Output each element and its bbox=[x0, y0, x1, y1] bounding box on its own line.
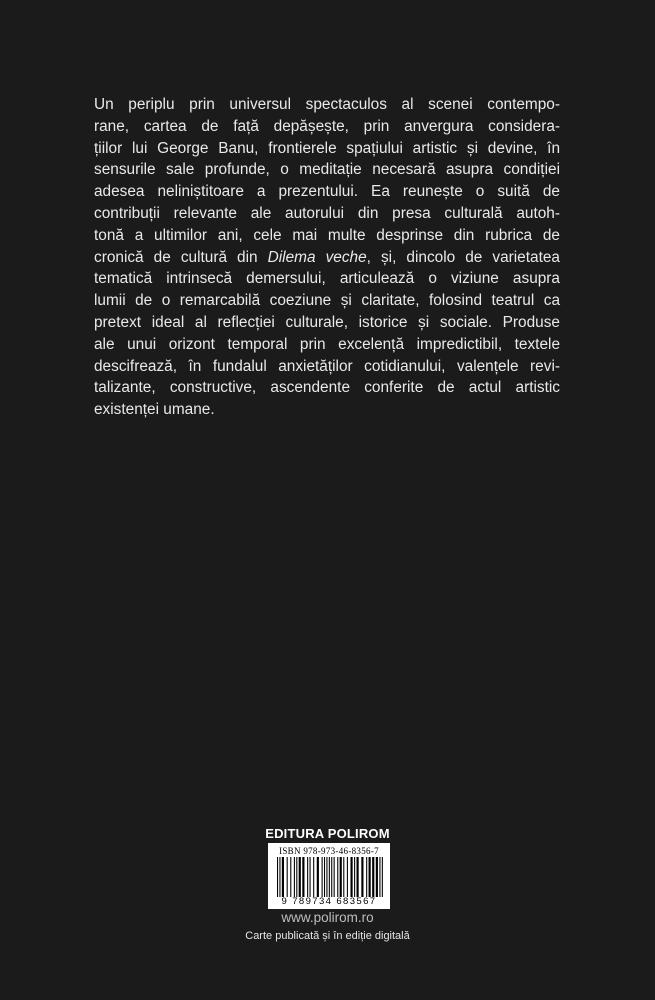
isbn-label: ISBN 978-973-46-8356-7 bbox=[279, 846, 379, 856]
barcode-bar bbox=[279, 857, 280, 897]
barcode-bar bbox=[357, 857, 359, 897]
barcode-bar bbox=[317, 857, 319, 897]
barcode-bar bbox=[372, 857, 374, 897]
barcode-digits: 9 789734 683567 bbox=[281, 896, 377, 907]
barcode-bar bbox=[324, 857, 325, 897]
barcode-bar bbox=[290, 857, 291, 897]
digital-edition-note: Carte publicată și în ediție digitală bbox=[245, 930, 410, 942]
blurb-line: rane, cartea de față depășește, prin anvergura considera- bbox=[94, 117, 560, 135]
barcode-bar bbox=[310, 857, 311, 897]
blurb-line: adesea neliniștitoare a prezentului. Ea reunește o suită de bbox=[94, 183, 560, 201]
blurb-line: contribuții relevante ale autorului din presa culturală autoh- bbox=[94, 204, 560, 222]
barcode bbox=[268, 843, 390, 909]
barcode-bar bbox=[313, 857, 314, 897]
blurb-line: tonă a ultimilor ani, cele mai multe desprinse din rubrica de bbox=[94, 226, 560, 244]
barcode-bar bbox=[350, 857, 352, 897]
website-link[interactable]: www.polirom.ro bbox=[281, 910, 374, 925]
barcode-bar bbox=[361, 857, 363, 897]
blurb-text bbox=[94, 94, 560, 421]
blurb-line: lumii de o remarcabilă coeziune și claritate, folosind teatrul ca bbox=[94, 292, 560, 310]
journal-title-italic: Dilema veche bbox=[267, 248, 367, 266]
blurb-line: existenței umane. bbox=[94, 401, 215, 419]
blurb-line: Un periplu prin universul spectaculos al scenei contempo- bbox=[94, 96, 560, 113]
barcode-bar bbox=[376, 857, 378, 897]
barcode-bar bbox=[379, 857, 380, 897]
barcode-bar bbox=[347, 857, 348, 897]
barcode-bar bbox=[307, 857, 308, 897]
blurb-line: ale unui orizont temporal prin excelență impredictibil, textele bbox=[94, 335, 560, 353]
blurb-line: descifrează, în fundalul anxietăților cotidianului, valențele revi- bbox=[94, 357, 560, 375]
barcode-bar bbox=[334, 857, 335, 897]
barcode-bar bbox=[366, 857, 367, 897]
blurb-line: sensurile sale profunde, o meditație necesară asupra condiției bbox=[94, 161, 560, 179]
blurb-line: pretext ideal al reflecției culturale, istorice și sociale. Produse bbox=[94, 313, 560, 331]
barcode-bars bbox=[277, 857, 383, 897]
blurb-line: țiilor lui George Banu, frontierele spațiului artistic și devine, în bbox=[94, 139, 560, 157]
publisher-name: EDITURA POLIROM bbox=[265, 826, 390, 841]
barcode-bar bbox=[302, 857, 304, 897]
barcode-bar bbox=[329, 857, 330, 897]
barcode-bar bbox=[382, 857, 383, 897]
barcode-bar bbox=[277, 857, 278, 897]
barcode-bar bbox=[354, 857, 355, 897]
barcode-bar bbox=[282, 857, 284, 897]
barcode-bar bbox=[287, 857, 288, 897]
blurb-line: cronică de cultură din Dilema veche, și, dincolo de varietatea bbox=[94, 248, 560, 266]
barcode-bar bbox=[340, 857, 342, 897]
barcode-bar bbox=[331, 857, 332, 897]
barcode-bar bbox=[337, 857, 338, 897]
blurb-line: talizante, constructive, ascendente conferite de actul artistic bbox=[94, 379, 560, 397]
barcode-bar bbox=[294, 857, 295, 897]
barcode-bar bbox=[299, 857, 301, 897]
barcode-bar bbox=[343, 857, 344, 897]
barcode-bar bbox=[326, 857, 327, 897]
barcode-bar bbox=[369, 857, 371, 897]
blurb-line: tematică intrinsecă demersului, articulează o viziune asupra bbox=[94, 270, 560, 288]
barcode-bar bbox=[296, 857, 297, 897]
barcode-bar bbox=[322, 857, 323, 897]
